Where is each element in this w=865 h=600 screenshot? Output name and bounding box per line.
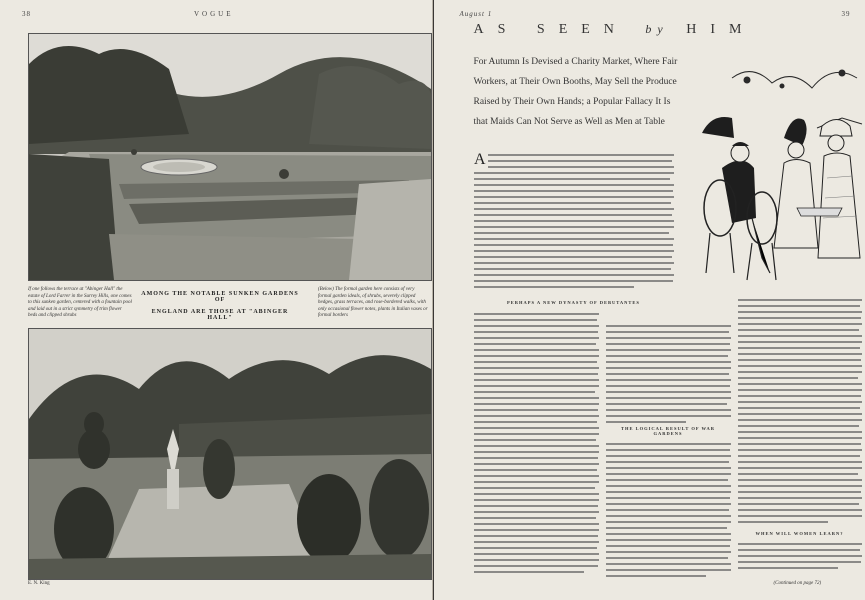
body-column-intro [474,150,674,295]
formal-garden-photo-bottom [28,328,432,580]
running-head: VOGUE [194,10,234,18]
subhead-war-gardens: THE LOGICAL RESULT OF WAR GARDENS [620,426,716,436]
deck-line-1: For Autumn Is Devised a Charity Market, Where Fair [473,57,678,67]
body-column-2 [606,322,731,578]
headline-word-by: by [645,22,669,36]
caption-center-line1: AMONG THE NOTABLE SUNKEN GARDENS OF [141,291,299,303]
sunken-garden-photo-top [28,33,432,281]
body-column-3 [738,296,862,528]
caption-top-right: (Below) The formal garden here consists of very formal garden ideals, of shrubs, severely clipped hedges, grass terraces, and rose-bordered walks, with only occasional flower notes, plants in Italian vases or formal borders [318,287,428,318]
headline [474,22,834,38]
deck-line-4: that Maids Can Not Serve as Well as Men at Table [473,117,665,127]
svg-text:A: A [473,151,486,168]
photo-credit: E. N. King [28,581,50,586]
body-column-1 [474,310,599,578]
body-column-3-end [738,540,862,574]
headline-word-him: HIM [686,22,756,37]
continued-note: (Continued on page 72) [773,581,822,586]
subhead-women-learn: WHEN WILL WOMEN LEARN? [755,531,844,536]
page-number-right: 39 [841,10,851,18]
caption-top-left: If one follows the terrace at "Abinger Hall" the estate of Lord Farrer in the Surrey Hills, one comes to this sunken garden, centered with a fountain pool and laid out in a strict symmetry of trim flower beds and clipped shrubs [28,287,132,318]
subhead-new-dynasty: PERHAPS A NEW DYNASTY OF DEBUTANTES [507,300,640,305]
fashion-illustration [692,58,864,290]
deck-line-2: Workers, at Their Own Booths, May Sell the Produce [473,77,677,87]
caption-center-line2: ENGLAND ARE THOSE AT "ABINGER HALL" [151,309,289,321]
deck-line-3: Raised by Their Own Hands; a Popular Fallacy It Is [473,97,671,107]
headline-word-seen: SEEN [536,22,628,37]
right-page [434,0,865,600]
issue-date: August 1 [459,10,493,18]
page-number-left: 38 [22,10,31,18]
headline-word-as: AS [473,22,520,37]
